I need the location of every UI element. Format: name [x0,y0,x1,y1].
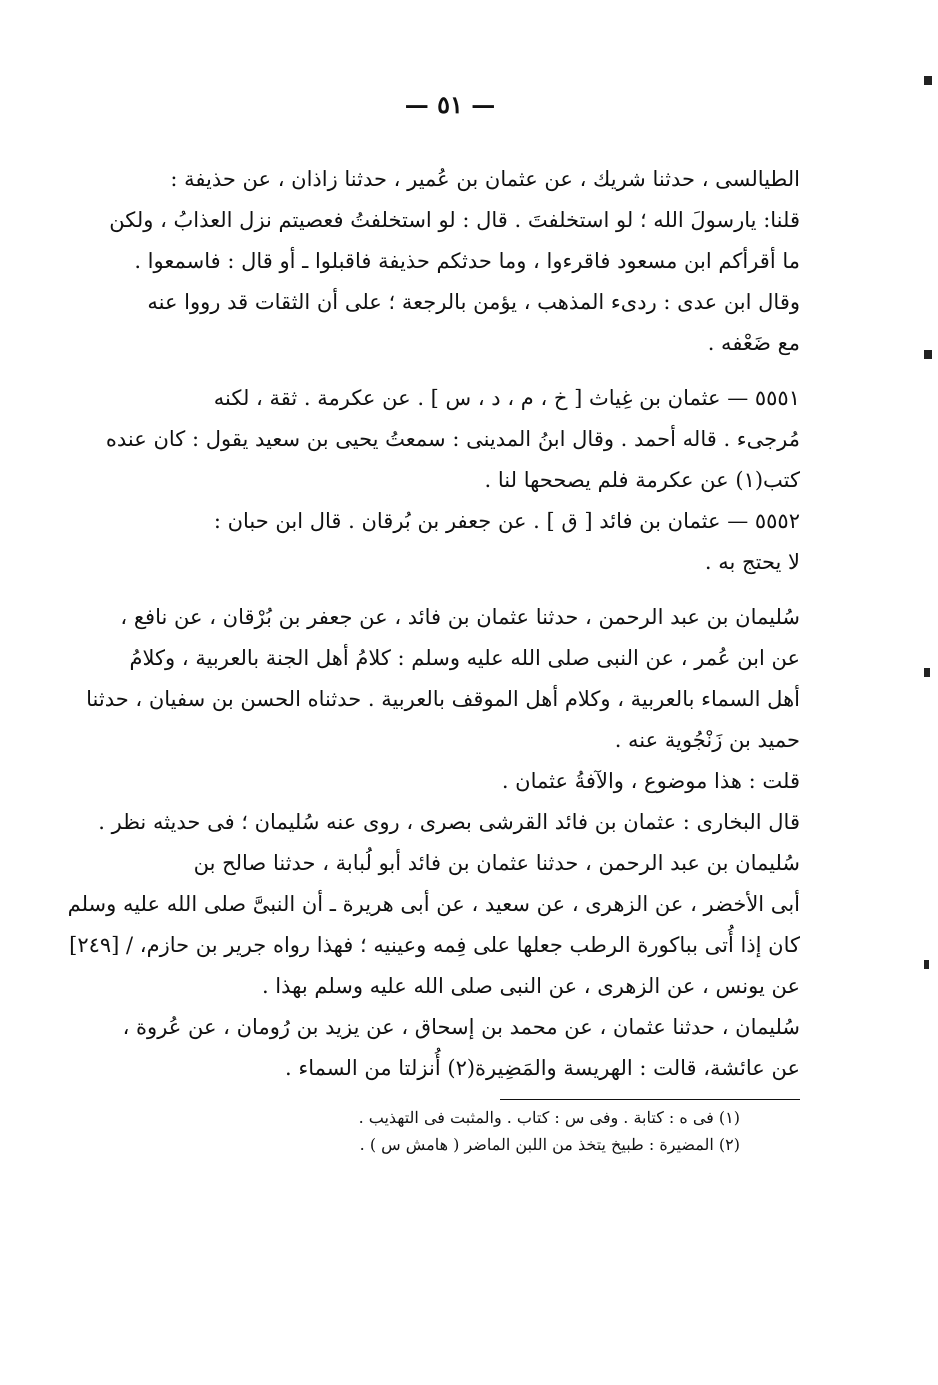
text-line: حميد بن زَنْجُوية عنه . [614,728,800,752]
text-line: ٥٥٥١ — عثمان بن غِياث [ خ ، م ، د ، س ] . عن عكرمة . ثقة ، لكنه [213,386,800,410]
page-number: — ٥١ — [404,90,496,119]
paragraph-hadith [86,597,800,761]
text-line: سُليمان بن عبد الرحمن ، حدثنا عثمان بن فائد ، عن جعفر بن بُرْقان ، عن نافع ، [120,605,800,629]
text-line: سُليمان بن عبد الرحمن ، حدثنا عثمان بن فائد أبو لُبابة ، حدثنا صالح بن [193,851,800,875]
scan-margin-mark [924,350,932,359]
footnotes [100,1104,800,1158]
text-line: قلنا: يارسولَ الله ؛ لو استخلفتَ . قال : لو استخلفتُ فعصيتم نزل العذابُ ، ولكن [109,208,800,232]
text-line: أبى الأخضر ، عن الزهرى ، عن سعيد ، عن أبى هريرة ـ أن النبىَّ صلى الله عليه وسلم [67,892,800,916]
text-line: عن يونس ، عن الزهرى ، عن النبى صلى الله عليه وسلم بهذا . [261,974,800,998]
text-line: ٥٥٥٢ — عثمان بن فائد [ ق ] . عن جعفر بن بُرقان . قال ابن حبان : [213,509,800,533]
paragraph-1 [100,159,800,282]
document-page [67,90,800,1158]
text-line: كان إذا أُتى بباكورة الرطب جعلها على فِمه وعينيه ؛ فهذا رواه جرير بن حازم، / [٢٤٩] [69,933,800,957]
text-line: ما أقرأكم ابن مسعود فاقرءوا ، وما حدثكم حذيفة فاقبلوا ـ أو قال : فاسمعوا . [134,249,800,273]
paragraph-2 [100,282,800,364]
footnote-1: (١) فى ه : كتابة . وفى س : كتاب . والمثبت فى التهذيب . [358,1108,740,1127]
text-line: عن ابن عُمر ، عن النبى صلى الله عليه وسلم : كلامُ أهل الجنة بالعربية ، وكلامُ [129,646,800,670]
text-line: مُرجىء . قاله أحمد . وقال ابنُ المدينى : سمعتُ يحيى بن سعيد يقول : كان عنده [105,427,800,451]
entry-5552 [100,501,800,583]
text-line: مع ضَعْفه . [707,331,800,355]
paragraph-bukhari [67,802,800,1089]
text-line: قال البخارى : عثمان بن فائد القرشى بصرى ، روى عنه سُليمان ؛ فى حديثه نظر . [98,810,800,834]
footnote-2: (٢) المضيرة : طبيخ يتخذ من اللبن الماضر ( هامش س ) . [359,1135,740,1154]
text-line: لا يحتج به . [704,550,800,574]
scan-margin-mark [924,668,930,677]
paragraph-comment [100,761,800,802]
scan-margin-mark [924,960,929,969]
text-line: وقال ابن عدى : ردىء المذهب ، يؤمن بالرجعة ؛ على أن الثقات قد رووا عنه [147,290,800,314]
text-line: كتب(١) عن عكرمة فلم يصححها لنا . [484,468,800,492]
scan-margin-mark [924,76,932,85]
text-line: عن عائشة، قالت : الهريسة والمَضِيرة(٢) أُنزلتا من السماء . [284,1056,800,1080]
text-line: سُليمان ، حدثنا عثمان ، عن محمد بن إسحاق ، عن يزيد بن رُومان ، عن عُروة ، [122,1015,800,1039]
text-line: أهل السماء بالعربية ، وكلام أهل الموقف بالعربية . حدثناه الحسن بن سفيان ، حدثنا [86,687,800,711]
text-line: الطيالسى ، حدثنا شريك ، عن عثمان بن عُمير ، حدثنا زاذان ، عن حذيفة : [170,167,800,191]
entry-5551 [100,378,800,501]
text-line: قلت : هذا موضوع ، والآفةُ عثمان . [501,769,800,793]
footnote-divider [500,1099,800,1100]
